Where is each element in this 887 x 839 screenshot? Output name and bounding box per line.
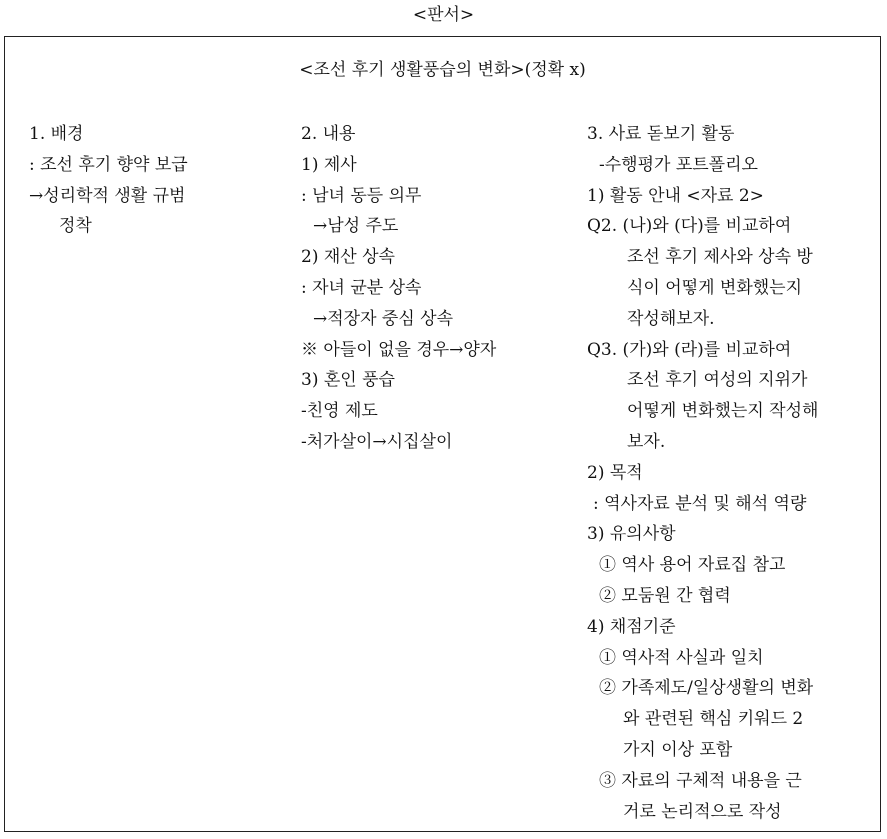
- list-item: ② 가족제도/일상생활의 변화: [599, 678, 814, 699]
- note-line: ※ 아들이 없을 경우→양자: [301, 339, 497, 360]
- subsection-heading: 1) 활동 안내 <자료 2>: [587, 185, 764, 206]
- board-frame: [4, 36, 881, 832]
- section-heading: 3. 사료 돋보기 활동: [587, 124, 735, 144]
- section-heading: 2. 내용: [301, 124, 356, 144]
- text-line: : 남녀 동등 의무: [301, 185, 422, 206]
- text-line: -수행평가 포트폴리오: [599, 154, 758, 175]
- text-line: -처가살이→시집살이: [301, 431, 453, 452]
- list-item: ① 역사적 사실과 일치: [599, 647, 764, 668]
- subsection-heading: 1) 제사: [301, 154, 357, 175]
- question-line: 조선 후기 제사와 상속 방: [627, 247, 813, 268]
- question-line: 작성해보자.: [627, 308, 715, 329]
- subsection-heading: 2) 재산 상속: [301, 247, 395, 268]
- subsection-heading: 3) 유의사항: [587, 524, 676, 545]
- text-line: -친영 제도: [301, 401, 378, 422]
- question-line: 식이 어떻게 변화했는지: [627, 277, 803, 298]
- text-line: →적장자 중심 상속: [313, 308, 454, 329]
- subsection-heading: 2) 목적: [587, 462, 643, 483]
- text-line: 정착: [59, 216, 92, 237]
- list-item: ② 모둠원 간 협력: [599, 585, 731, 606]
- column-background: [29, 119, 279, 242]
- question-line: 조선 후기 여성의 지위가: [627, 370, 808, 391]
- board-title: <조선 후기 생활풍습의 변화>(정확 x): [299, 60, 586, 80]
- page-title: <판서>: [412, 5, 475, 25]
- column-content: [301, 119, 576, 458]
- text-line: : 역사자료 분석 및 해석 역량: [593, 493, 807, 514]
- list-item: 가지 이상 포함: [623, 739, 733, 760]
- column-activity: [587, 119, 879, 827]
- text-line: : 조선 후기 향약 보급: [29, 154, 188, 175]
- list-item: ① 역사 용어 자료집 참고: [599, 555, 786, 576]
- list-item: 거로 논리적으로 작성: [623, 801, 782, 822]
- question-line: 어떻게 변화했는지 작성해: [627, 401, 819, 422]
- subsection-heading: 3) 혼인 풍습: [301, 370, 395, 391]
- question-line: Q3. (가)와 (라)를 비교하여: [587, 339, 792, 360]
- list-item: 와 관련된 핵심 키워드 2: [623, 709, 804, 730]
- section-heading: 1. 배경: [29, 124, 84, 144]
- subsection-heading: 4) 채점기준: [587, 616, 676, 637]
- text-line: : 자녀 균분 상속: [301, 277, 422, 298]
- question-line: Q2. (나)와 (다)를 비교하여: [587, 216, 792, 237]
- text-line: →성리학적 생활 규범: [29, 185, 186, 206]
- text-line: →남성 주도: [313, 216, 399, 237]
- question-line: 보자.: [627, 431, 666, 452]
- list-item: ③ 자료의 구체적 내용을 근: [599, 770, 802, 791]
